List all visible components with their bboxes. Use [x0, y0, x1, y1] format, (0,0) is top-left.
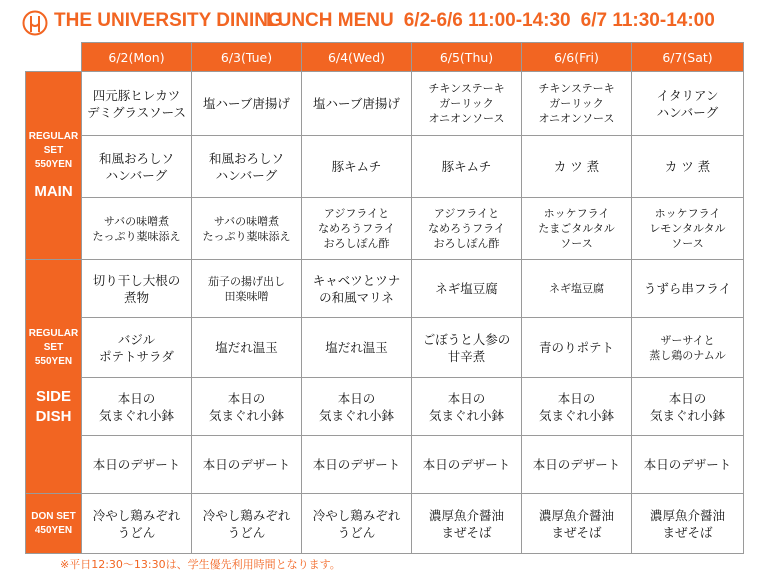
menu-cell: アジフライと なめろうフライ おろしぽん酢	[302, 198, 412, 260]
category-title: MAIN	[34, 182, 73, 200]
menu-cell: ホッケフライ たまごタルタル ソース	[522, 198, 632, 260]
menu-row	[26, 378, 744, 436]
day-header: 6/3(Tue)	[192, 43, 302, 72]
menu-cell: 本日の 気まぐれ小鉢	[82, 378, 192, 436]
day-header: 6/4(Wed)	[302, 43, 412, 72]
menu-cell: 和風おろしソ ハンバーグ	[192, 136, 302, 198]
menu-cell: 本日のデザート	[632, 436, 744, 494]
saturday-period: 6/7 11:30-14:00	[580, 10, 715, 31]
menu-cell: 青のりポテト	[522, 318, 632, 378]
menu-cell: 和風おろしソ ハンバーグ	[82, 136, 192, 198]
menu-label: LUNCH MENU	[266, 10, 394, 31]
menu-cell: 四元豚ヒレカツ デミグラスソース	[82, 72, 192, 136]
menu-cell: 本日のデザート	[82, 436, 192, 494]
menu-cell: チキンステーキ ガーリック オニオンソース	[522, 72, 632, 136]
menu-cell: 塩だれ温玉	[192, 318, 302, 378]
category-regular-side: REGULAR SET 550YEN SIDE DISH	[26, 260, 82, 494]
menu-cell: 切り干し大根の 煮物	[82, 260, 192, 318]
logo-icon	[22, 10, 48, 36]
footnote: ※平日12:30～13:30は、学生優先利用時間となります。	[60, 558, 341, 571]
menu-cell: 冷やし鶏みぞれ うどん	[82, 494, 192, 554]
menu-cell: 本日のデザート	[192, 436, 302, 494]
menu-cell: 本日の 気まぐれ小鉢	[192, 378, 302, 436]
page-header	[0, 0, 768, 44]
menu-cell: ネギ塩豆腐	[522, 260, 632, 318]
category-title: SIDE	[35, 387, 71, 405]
menu-cell: 濃厚魚介醤油 まぜそば	[632, 494, 744, 554]
category-regular-main: REGULAR SET 550YEN MAIN	[26, 72, 82, 260]
menu-cell: 塩ハーブ唐揚げ	[192, 72, 302, 136]
brand-name: THE UNIVERSITY DINING	[54, 10, 283, 31]
menu-cell: アジフライと なめろうフライ おろしぽん酢	[412, 198, 522, 260]
menu-row	[26, 494, 744, 554]
menu-cell: 濃厚魚介醤油 まぜそば	[522, 494, 632, 554]
menu-cell: 本日の 気まぐれ小鉢	[522, 378, 632, 436]
menu-row	[26, 136, 744, 198]
day-header: 6/2(Mon)	[82, 43, 192, 72]
menu-cell: サバの味噌煮 たっぷり薬味添え	[82, 198, 192, 260]
menu-cell: 濃厚魚介醤油 まぜそば	[412, 494, 522, 554]
menu-cell: 本日のデザート	[522, 436, 632, 494]
weekday-period: 6/2-6/6 11:00-14:30	[403, 10, 571, 31]
day-header: 6/7(Sat)	[632, 43, 744, 72]
menu-cell: キャベツとツナ の和風マリネ	[302, 260, 412, 318]
menu-title	[266, 10, 725, 32]
menu-cell: ザーサイと 蒸し鶏のナムル	[632, 318, 744, 378]
menu-cell: 豚キムチ	[302, 136, 412, 198]
menu-cell: カ ツ 煮	[632, 136, 744, 198]
menu-row	[26, 260, 744, 318]
menu-cell: 茄子の揚げ出し 田楽味噌	[192, 260, 302, 318]
menu-cell: 塩だれ温玉	[302, 318, 412, 378]
day-header-row	[26, 43, 744, 72]
menu-row	[26, 436, 744, 494]
menu-cell: ごぼうと人参の 甘辛煮	[412, 318, 522, 378]
menu-cell: 冷やし鶏みぞれ うどん	[192, 494, 302, 554]
menu-cell: 豚キムチ	[412, 136, 522, 198]
menu-cell: ネギ塩豆腐	[412, 260, 522, 318]
menu-cell: バジル ポテトサラダ	[82, 318, 192, 378]
menu-cell: うずら串フライ	[632, 260, 744, 318]
menu-row	[26, 72, 744, 136]
menu-cell: チキンステーキ ガーリック オニオンソース	[412, 72, 522, 136]
menu-cell: イタリアン ハンバーグ	[632, 72, 744, 136]
menu-cell: 冷やし鶏みぞれ うどん	[302, 494, 412, 554]
menu-cell: ホッケフライ レモンタルタル ソース	[632, 198, 744, 260]
menu-cell: サバの味噌煮 たっぷり薬味添え	[192, 198, 302, 260]
menu-cell: 本日の 気まぐれ小鉢	[632, 378, 744, 436]
category-title: DISH	[35, 407, 72, 425]
menu-row	[26, 198, 744, 260]
menu-table	[25, 42, 744, 554]
corner-cell	[26, 43, 82, 72]
day-header: 6/5(Thu)	[412, 43, 522, 72]
menu-cell: カ ツ 煮	[522, 136, 632, 198]
menu-cell: 塩ハーブ唐揚げ	[302, 72, 412, 136]
category-don: DON SET 450YEN	[26, 494, 82, 554]
menu-cell: 本日の 気まぐれ小鉢	[302, 378, 412, 436]
menu-cell: 本日のデザート	[412, 436, 522, 494]
menu-cell: 本日のデザート	[302, 436, 412, 494]
menu-row	[26, 318, 744, 378]
menu-cell: 本日の 気まぐれ小鉢	[412, 378, 522, 436]
day-header: 6/6(Fri)	[522, 43, 632, 72]
